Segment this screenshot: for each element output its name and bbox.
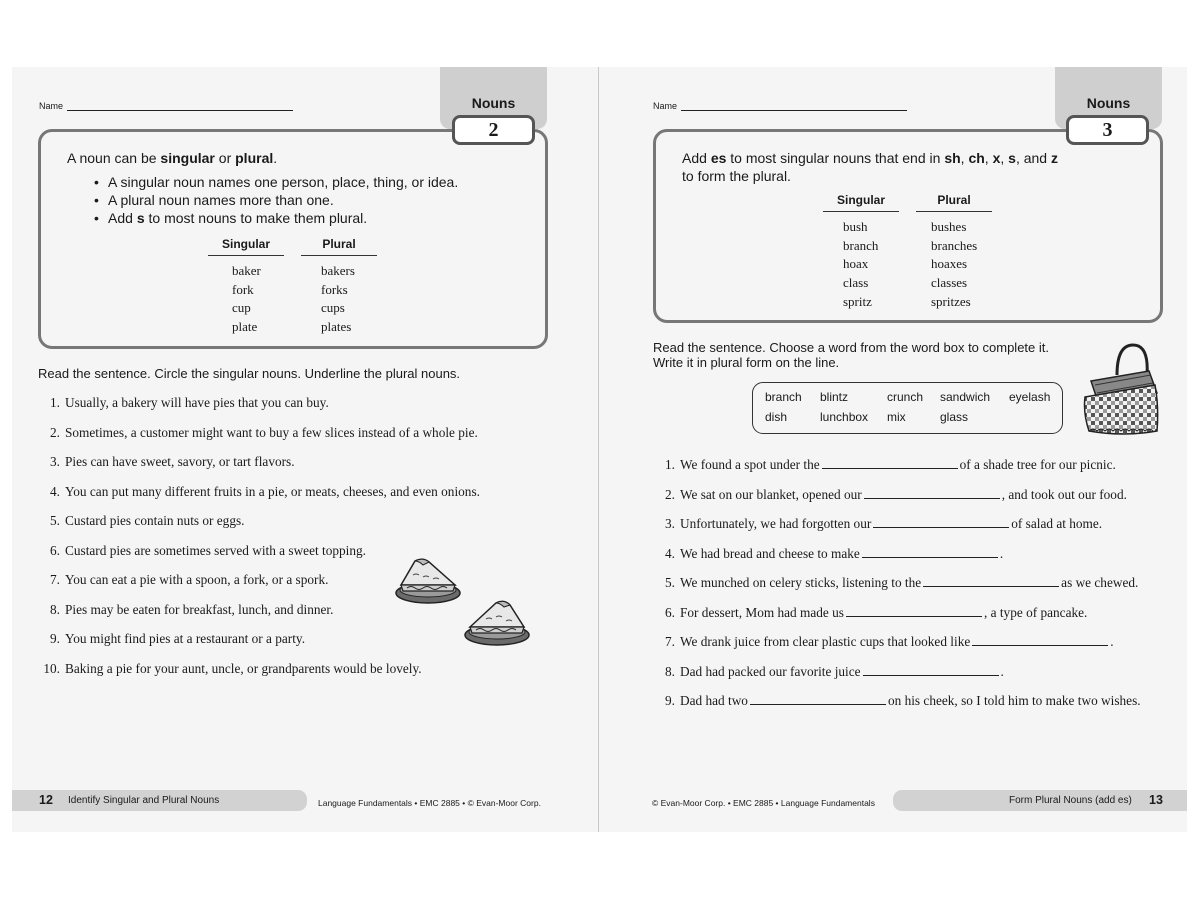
footer-credit: Language Fundamentals • EMC 2885 • © Evan-Moor Corp. — [318, 798, 541, 808]
question-item: 2. Sometimes, a customer might want to buy a few slices instead of a whole pie. — [50, 425, 478, 440]
name-field-row — [39, 101, 293, 111]
word-box-item: branch — [765, 390, 802, 404]
table-cell: spritzes — [931, 293, 971, 309]
page-footer-bar — [893, 790, 1187, 811]
name-field-row — [653, 101, 907, 111]
page-number: 12 — [39, 793, 53, 807]
singular-column — [208, 237, 284, 337]
table-cell: classes — [931, 275, 968, 291]
question-item: 7. We drank juice from clear plastic cups that looked like . — [665, 634, 1114, 649]
picnic-basket-icon — [1083, 341, 1161, 437]
footer-title: Form Plural Nouns (add es) — [1009, 795, 1132, 806]
rule-text: Add es to most singular nouns that end in sh, ch, x, s, and z to form the plural. — [682, 150, 1058, 184]
singular-header: Singular — [823, 193, 899, 212]
name-label: Name — [39, 101, 64, 111]
answer-blank[interactable] — [864, 488, 1000, 499]
plural-column — [301, 237, 377, 337]
answer-blank[interactable] — [863, 665, 999, 676]
table-cell: class — [843, 275, 869, 291]
table-cell: baker — [232, 263, 261, 278]
rule-box — [38, 129, 548, 349]
left-page — [12, 67, 600, 832]
table-cell: plates — [321, 319, 352, 335]
question-item: 10. Baking a pie for your aunt, uncle, or grandparents would be lovely. — [43, 661, 422, 676]
name-line[interactable] — [681, 102, 907, 111]
table-cell: hoax — [843, 256, 869, 272]
table-cell: branch — [843, 237, 879, 253]
question-item: 9. You might find pies at a restaurant or a party. — [50, 631, 306, 646]
pie-slice-icon — [462, 597, 532, 647]
word-box-item: mix — [887, 410, 906, 424]
table-cell: cup — [232, 300, 251, 316]
question-item: 9. Dad had two on his cheek, so I told him to make two wishes. — [665, 693, 1141, 708]
question-item: 8. Dad had packed our favorite juice . — [665, 664, 1004, 679]
rule-bullet: • Add s to most nouns to make them plural. — [94, 209, 458, 227]
page-number: 13 — [1149, 793, 1163, 807]
right-page — [599, 67, 1187, 832]
table-cell: branches — [931, 237, 978, 253]
word-box-item: eyelash — [1009, 390, 1051, 404]
question-item: 5. Custard pies contain nuts or eggs. — [50, 513, 245, 528]
page-footer-bar — [12, 790, 307, 811]
tab-title: Nouns — [471, 95, 516, 111]
rule-bullets — [94, 173, 458, 227]
question-item: 7. You can eat a pie with a spoon, a fork, or a spork. — [50, 572, 329, 587]
table-cell: bakers — [321, 263, 355, 278]
plural-column — [916, 193, 992, 312]
lesson-number-box: 2 — [452, 115, 535, 145]
table-cell: spritz — [843, 293, 872, 309]
rule-bullet: • A plural noun names more than one. — [94, 191, 458, 209]
table-cell: fork — [232, 281, 254, 297]
table-cell: forks — [321, 281, 348, 297]
rule-box — [653, 129, 1163, 323]
singular-header: Singular — [208, 237, 284, 256]
word-box-item: lunchbox — [820, 410, 869, 424]
table-cell: cups — [321, 300, 345, 316]
question-item: 3. Pies can have sweet, savory, or tart flavors. — [50, 454, 295, 469]
singular-column — [823, 193, 899, 312]
word-box-item: blintz — [820, 390, 849, 404]
question-item: 2. We sat on our blanket, opened our , and took out our food. — [665, 487, 1127, 502]
table-cell: bushes — [931, 219, 967, 234]
question-item: 3. Unfortunately, we had forgotten our of salad at home. — [665, 516, 1103, 531]
table-cell: bush — [843, 219, 868, 234]
answer-blank[interactable] — [972, 635, 1108, 646]
word-box-item: sandwich — [940, 390, 991, 404]
name-label: Name — [653, 101, 678, 111]
question-item: 6. For dessert, Mom had made us , a type of pancake. — [665, 605, 1088, 620]
plural-header: Plural — [301, 237, 377, 256]
answer-blank[interactable] — [846, 606, 982, 617]
footer-title: Identify Singular and Plural Nouns — [68, 795, 220, 806]
instructions: Read the sentence. Choose a word from the word box to complete it. Write it in plural form on the line. — [653, 340, 1049, 370]
question-item: 8. Pies may be eaten for breakfast, lunch, and dinner. — [50, 602, 334, 617]
question-item: 5. We munched on celery sticks, listening to the as we chewed. — [665, 575, 1139, 590]
word-box-item: dish — [765, 410, 788, 424]
footer-credit: © Evan-Moor Corp. • EMC 2885 • Language Fundamentals — [652, 798, 875, 808]
instructions: Read the sentence. Circle the singular nouns. Underline the plural nouns. — [38, 366, 461, 381]
question-item: 4. We had bread and cheese to make . — [665, 546, 1004, 561]
answer-blank[interactable] — [750, 694, 886, 705]
lesson-number-box: 3 — [1066, 115, 1149, 145]
table-cell: plate — [232, 319, 258, 335]
question-item: 4. You can put many different fruits in a pie, or meats, cheeses, and even onions. — [50, 484, 480, 499]
rule-intro: A noun can be singular or plural. — [67, 150, 278, 166]
table-cell: hoaxes — [931, 256, 968, 272]
word-box-item: glass — [940, 410, 969, 424]
question-item: 6. Custard pies are sometimes served with a sweet topping. — [50, 543, 366, 558]
name-line[interactable] — [67, 102, 293, 111]
question-item: 1. We found a spot under the of a shade tree for our picnic. — [665, 457, 1116, 472]
rule-bullet: • A singular noun names one person, place, thing, or idea. — [94, 173, 458, 191]
answer-blank[interactable] — [923, 576, 1059, 587]
word-box-item: crunch — [887, 390, 924, 404]
answer-blank[interactable] — [873, 517, 1009, 528]
answer-blank[interactable] — [862, 547, 998, 558]
answer-blank[interactable] — [822, 458, 958, 469]
pie-slice-icon — [393, 555, 463, 605]
question-item: 1. Usually, a bakery will have pies that you can buy. — [50, 395, 329, 410]
tab-title: Nouns — [1086, 95, 1131, 111]
plural-header: Plural — [916, 193, 992, 212]
word-box — [752, 382, 1063, 434]
